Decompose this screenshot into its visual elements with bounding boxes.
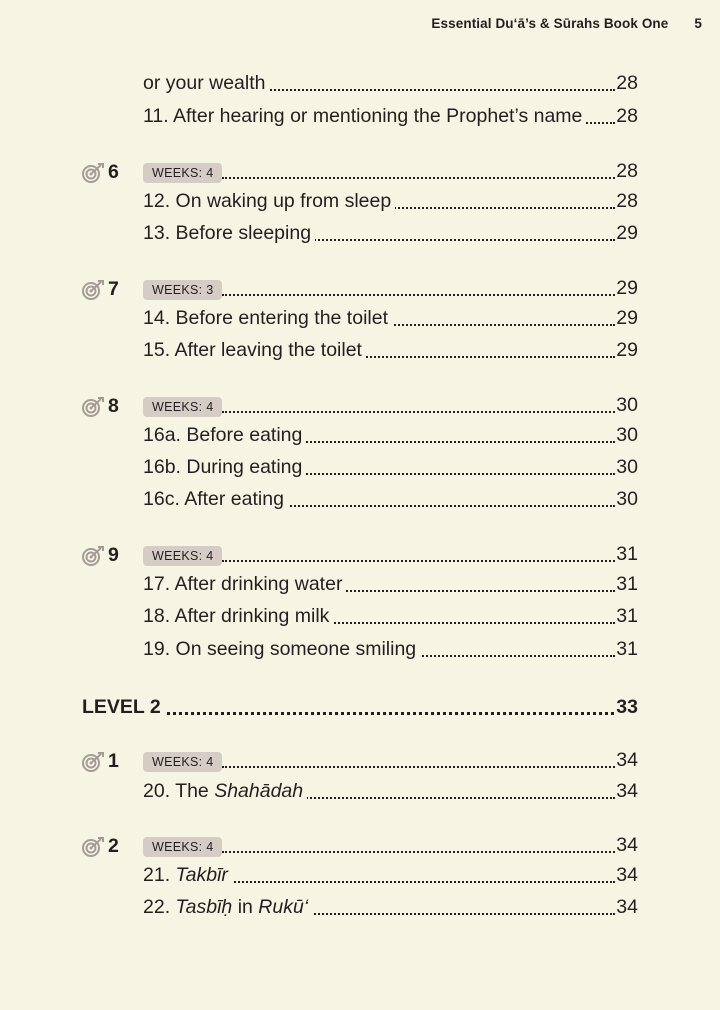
- entry-title-italic: Tasbīḥ: [175, 896, 233, 918]
- entry-title: 11. After hearing or mentioning the Prophet’s name: [143, 105, 586, 128]
- entry-title-italic: Shahādah: [214, 780, 304, 802]
- unit-heading[interactable]: [0, 748, 720, 778]
- toc-entry[interactable]: [0, 572, 720, 602]
- unit-number: 7: [108, 278, 119, 300]
- toc-entry[interactable]: [0, 455, 720, 485]
- toc-entry[interactable]: [0, 221, 720, 251]
- entry-title: 13. Before sleeping: [143, 222, 315, 245]
- entry-title: 17. After drinking water: [143, 573, 346, 596]
- leader-dots: [222, 851, 615, 853]
- toc-entry[interactable]: [0, 487, 720, 517]
- entry-title-mid: in: [232, 896, 259, 918]
- weeks-badge: WEEKS: 4: [143, 752, 222, 772]
- entry-title: 16c. After eating: [143, 488, 288, 511]
- entry-title: 18. After drinking milk: [143, 605, 333, 628]
- entry-page: 29: [616, 339, 638, 361]
- entry-page: 28: [616, 190, 638, 212]
- toc-entry[interactable]: [0, 895, 720, 925]
- entry-page: 34: [616, 864, 638, 886]
- entry-title: 16b. During eating: [143, 456, 306, 479]
- unit-heading[interactable]: [0, 542, 720, 572]
- unit-number: 8: [108, 395, 119, 417]
- toc-entry[interactable]: [0, 604, 720, 634]
- entry-page: 30: [616, 424, 638, 446]
- weeks-badge: WEEKS: 4: [143, 837, 222, 857]
- leader-dots: [222, 294, 615, 296]
- book-title: Essential Du‘ā’s & Sūrahs Book One: [431, 16, 669, 31]
- toc-entry[interactable]: [0, 71, 720, 101]
- entry-title: 15. After leaving the toilet: [143, 339, 366, 362]
- weeks-badge: WEEKS: 4: [143, 546, 222, 566]
- unit-heading[interactable]: [0, 393, 720, 423]
- toc-entry[interactable]: [0, 189, 720, 219]
- unit-number: 2: [108, 835, 119, 857]
- entry-page: 34: [616, 749, 638, 771]
- entry-title: [143, 780, 307, 803]
- entry-page: 28: [616, 160, 638, 182]
- entry-page: 29: [616, 307, 638, 329]
- entry-page: 31: [616, 605, 638, 627]
- target-arrow-icon: [81, 752, 105, 772]
- entry-title-prefix: 20. The: [143, 780, 215, 802]
- entry-page: 30: [616, 488, 638, 510]
- entry-page: 34: [616, 896, 638, 918]
- unit-number: 9: [108, 544, 119, 566]
- toc-entry[interactable]: [0, 306, 720, 336]
- target-arrow-icon: [81, 397, 105, 417]
- weeks-badge: WEEKS: 4: [143, 397, 222, 417]
- entry-title: 16a. Before eating: [143, 424, 306, 447]
- entry-page: 28: [616, 105, 638, 127]
- target-arrow-icon: [81, 837, 105, 857]
- unit-heading[interactable]: [0, 833, 720, 863]
- weeks-badge: WEEKS: 3: [143, 280, 222, 300]
- entry-title: 12. On waking up from sleep: [143, 190, 395, 213]
- entry-page: 33: [616, 696, 638, 718]
- toc-entry[interactable]: [0, 104, 720, 134]
- entry-title: 19. On seeing someone smiling: [143, 638, 420, 661]
- entry-title: or your wealth: [143, 72, 269, 95]
- entry-page: 31: [616, 573, 638, 595]
- entry-title: [143, 864, 232, 887]
- entry-page: 31: [616, 638, 638, 660]
- leader-dots: [222, 411, 615, 413]
- unit-heading[interactable]: [0, 159, 720, 189]
- entry-page: 31: [616, 543, 638, 565]
- leader-dots: [222, 560, 615, 562]
- toc-entry[interactable]: [0, 338, 720, 368]
- running-header: [431, 16, 702, 31]
- toc-entry[interactable]: [0, 637, 720, 667]
- entry-page: 34: [616, 780, 638, 802]
- toc-entry[interactable]: [0, 423, 720, 453]
- entry-title-prefix: 21.: [143, 864, 176, 886]
- weeks-badge: WEEKS: 4: [143, 163, 222, 183]
- leader-dots: [222, 766, 615, 768]
- entry-title-prefix: 22.: [143, 896, 176, 918]
- target-arrow-icon: [81, 280, 105, 300]
- target-arrow-icon: [81, 163, 105, 183]
- unit-number: 1: [108, 750, 119, 772]
- entry-title: 14. Before entering the toilet: [143, 307, 392, 330]
- entry-page: 29: [616, 277, 638, 299]
- unit-number: 6: [108, 161, 119, 183]
- entry-page: 30: [616, 394, 638, 416]
- page-number: 5: [694, 16, 702, 31]
- entry-page: 28: [616, 72, 638, 94]
- entry-page: 29: [616, 222, 638, 244]
- toc-entry[interactable]: [0, 863, 720, 893]
- entry-title-italic: Takbīr: [175, 864, 228, 886]
- unit-heading[interactable]: [0, 276, 720, 306]
- toc-entry[interactable]: [0, 779, 720, 809]
- level-heading[interactable]: [0, 695, 720, 725]
- target-arrow-icon: [81, 546, 105, 566]
- entry-title-italic-2: Rukū‘: [258, 896, 309, 918]
- entry-title: [143, 896, 312, 919]
- entry-page: 30: [616, 456, 638, 478]
- entry-page: 34: [616, 834, 638, 856]
- leader-dots: [222, 177, 615, 179]
- level-title: LEVEL 2: [82, 696, 165, 719]
